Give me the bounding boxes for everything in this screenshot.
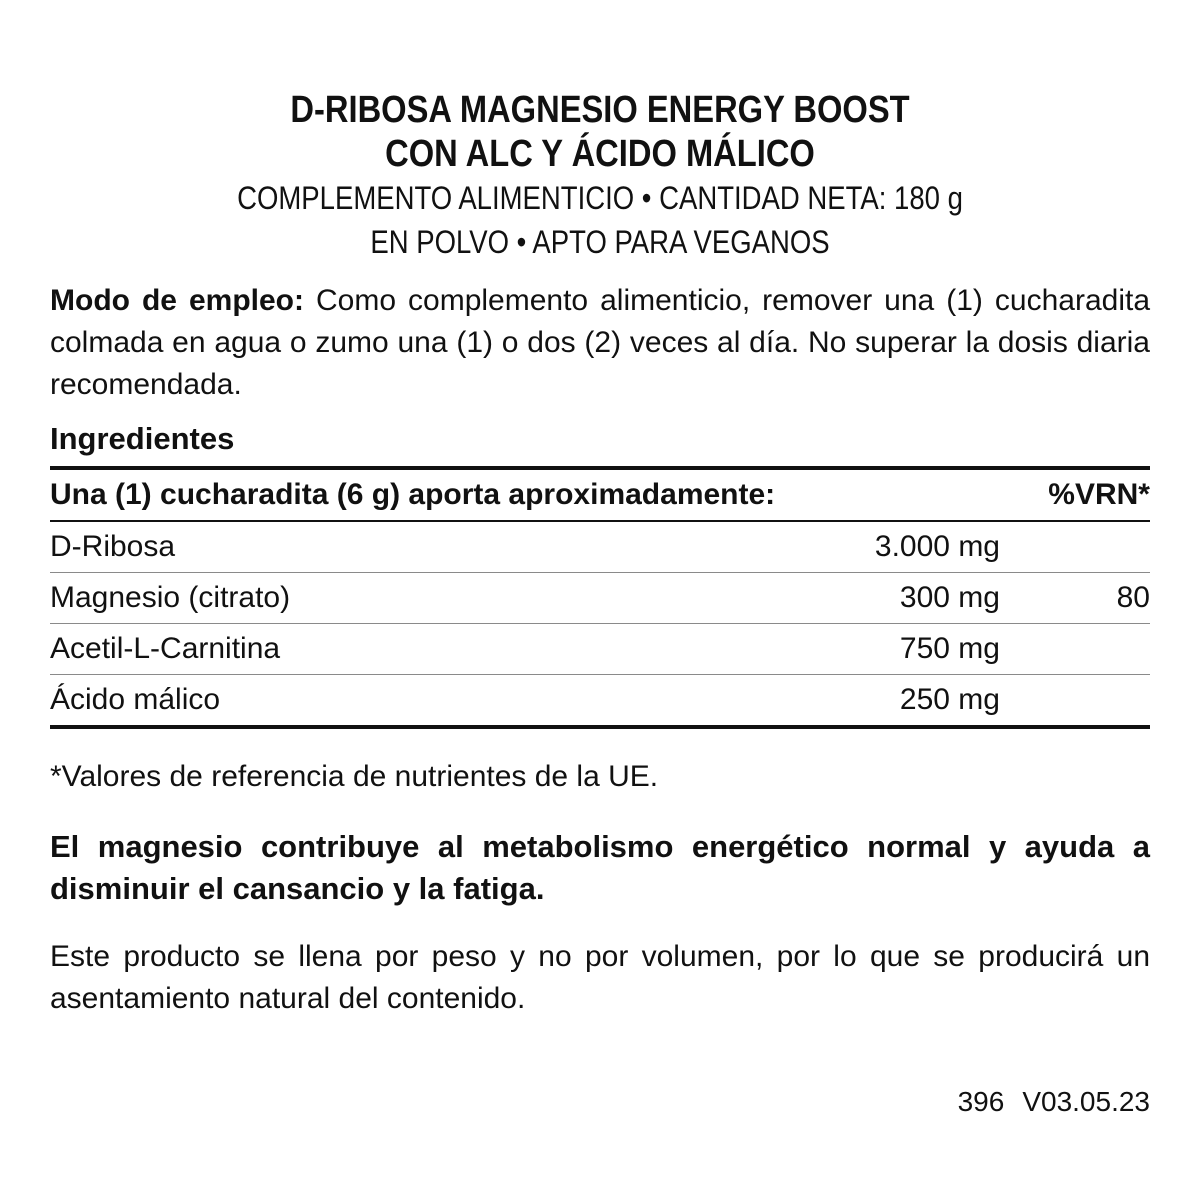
ingredient-vrn: 80: [1116, 581, 1150, 614]
usage-instructions: [50, 280, 1150, 406]
ingredients-heading: Ingredientes: [50, 421, 235, 456]
version-number: V03.05.23: [1022, 1086, 1150, 1117]
version-code: [958, 1082, 1150, 1122]
lot-number: 396: [957, 1086, 1005, 1117]
product-meta-line-2: EN POLVO • APTO PARA VEGANOS: [370, 224, 830, 260]
usage-lead: Modo de empleo:: [50, 284, 304, 317]
fill-note: Este producto se llena por peso y no por volumen, por lo que se producirá un asentamiento natural del contenido.: [50, 940, 1150, 1015]
health-claim: El magnesio contribuye al metabolismo energético normal y ayuda a disminuir el cansancio y la fatiga.: [50, 829, 1150, 906]
ingredient-name: Magnesio (citrato): [50, 581, 291, 614]
table-row: [50, 521, 1150, 573]
nutrition-table-header: [50, 468, 1150, 521]
ingredient-vrn: [1000, 521, 1150, 573]
ingredient-amount: 750 mg: [899, 632, 1000, 665]
product-subtitle: CON ALC Y ÁCIDO MÁLICO: [385, 133, 815, 175]
table-row: [50, 573, 1150, 624]
ingredient-vrn: [1000, 675, 1150, 728]
table-row: [50, 675, 1150, 728]
ingredient-vrn: [1000, 624, 1150, 675]
nutrition-table: [50, 466, 1150, 729]
ingredient-amount: 3.000 mg: [874, 530, 1000, 563]
ingredient-amount: 300 mg: [899, 581, 1000, 614]
product-label: [50, 0, 1150, 1200]
vrn-header: %VRN*: [1048, 478, 1150, 511]
ingredient-name: Ácido málico: [50, 683, 221, 716]
table-row: [50, 624, 1150, 675]
usage-text: Como complemento alimenticio, remover una (1) cucharadita colmada en agua o zumo una (1) o dos (2) veces al día. No superar la dosis diaria recomendada.: [50, 284, 1150, 401]
ingredient-name: D-Ribosa: [50, 530, 176, 563]
label-header: [50, 88, 1150, 264]
ingredient-name: Acetil-L-Carnitina: [50, 632, 281, 665]
product-meta-line-1: COMPLEMENTO ALIMENTICIO • CANTIDAD NETA: 180 g: [237, 180, 963, 216]
serving-label: Una (1) cucharadita (6 g) aporta aproximadamente:: [50, 478, 776, 511]
vrn-footnote: *Valores de referencia de nutrientes de la UE.: [50, 760, 659, 793]
ingredient-amount: 250 mg: [899, 683, 1000, 716]
product-title: D-RIBOSA MAGNESIO ENERGY BOOST: [290, 89, 910, 131]
